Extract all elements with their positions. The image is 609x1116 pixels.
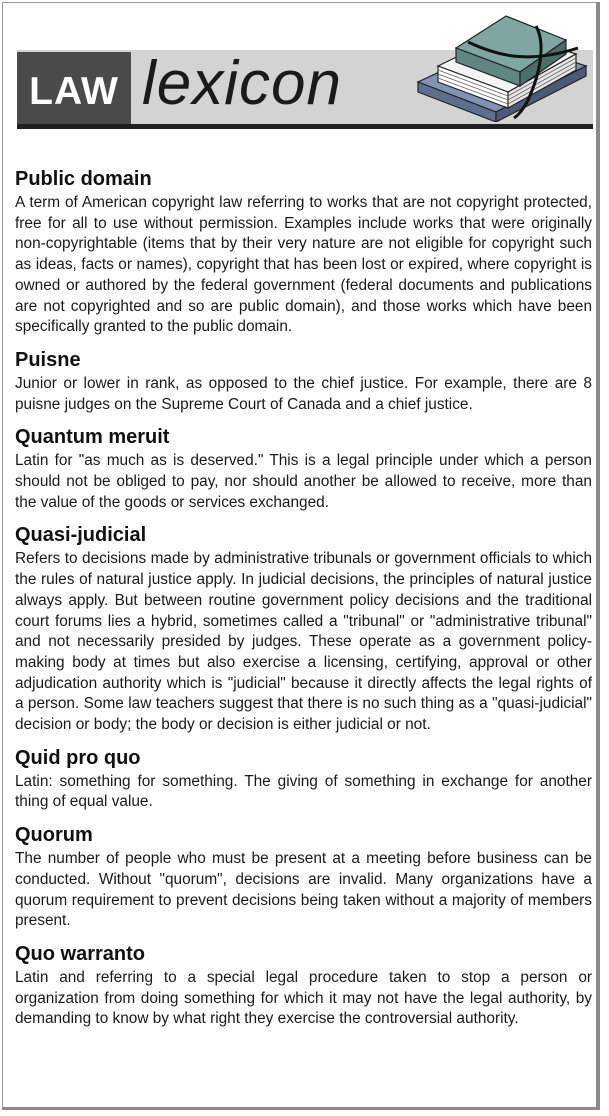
entry-puisne [15, 347, 592, 415]
masthead-rule [17, 124, 593, 129]
entry-term: Quantum meruit [15, 426, 170, 449]
entry-term: Quorum [15, 824, 93, 847]
entry-term: Quasi-judicial [15, 524, 147, 547]
book-stack-icon [408, 4, 598, 122]
masthead [0, 0, 609, 135]
lexicon-entries [15, 166, 592, 1039]
entry-definition: Latin: something for something. The giving of something in exchange for another thing of equal value. [15, 772, 592, 811]
entry-definition: Refers to decisions made by administrative tribunals or government officials to which the rules of natural justice apply. In judicial decisions, the principles of natural justice always apply. But between routine government policy decisions and the traditional court forums lies a hybrid, sometimes called a "tribunal" or "administrative tribunal" and not necessarily presided by judges. These operate as a government policy-making body at times but also exercise a licensing, certifying, approval or other adjudication authority which is "judicial" because it directly affects the legal rights of a person. Some law teachers suggest that there is no such thing as a "quasi-judicial" decision or body; the body or decision is either judicial or not. [15, 550, 592, 734]
entry-definition: The number of people who must be present at a meeting before business can be conducted. Without "quorum", decisions are invalid. Many organizations have a quorum requirement to prevent decisions being taken without a majority of members present. [15, 850, 592, 930]
entry-quid-pro-quo [15, 745, 592, 813]
entry-quo-warranto [15, 941, 592, 1030]
entry-definition: Latin for "as much as is deserved." This is a legal principle under which a person should not be obliged to pay, nor should another be allowed to receive, more than the value of the goods or services exchanged. [15, 452, 592, 511]
entry-public-domain [15, 166, 592, 338]
entry-term: Public domain [15, 168, 152, 190]
law-badge-label: LAW [29, 70, 119, 113]
masthead-title: lexicon [142, 49, 342, 118]
entry-quasi-judicial [15, 522, 592, 735]
entry-quorum [15, 822, 592, 932]
entry-term: Quo warranto [15, 942, 146, 965]
entry-term: Quid pro quo [15, 746, 141, 769]
entry-term: Puisne [15, 348, 81, 371]
entry-definition: Latin and referring to a special legal procedure taken to stop a person or organization from doing something for which it may not have the legal authority, by demanding to know by what right they exercise the controversial authority. [15, 968, 592, 1028]
entry-definition: A term of American copyright law referring to works that are not copyright protected, free for all to use without permission. Examples include works that were originally non-copyrightable (items that by their very nature are not eligible for copyright such as ideas, facts or names), copyright that has been lost or expired, where copyright is owned or authored by the federal government (federal documents and publications are not copyrighted and so are public domain), and those works which have been specifically granted to the public domain. [15, 194, 592, 336]
law-badge [17, 52, 131, 124]
entry-definition: Junior or lower in rank, as opposed to the chief justice. For example, there are 8 puisne judges on the Supreme Court of Canada and a chief justice. [15, 374, 592, 413]
entry-quantum-meruit [15, 424, 592, 513]
